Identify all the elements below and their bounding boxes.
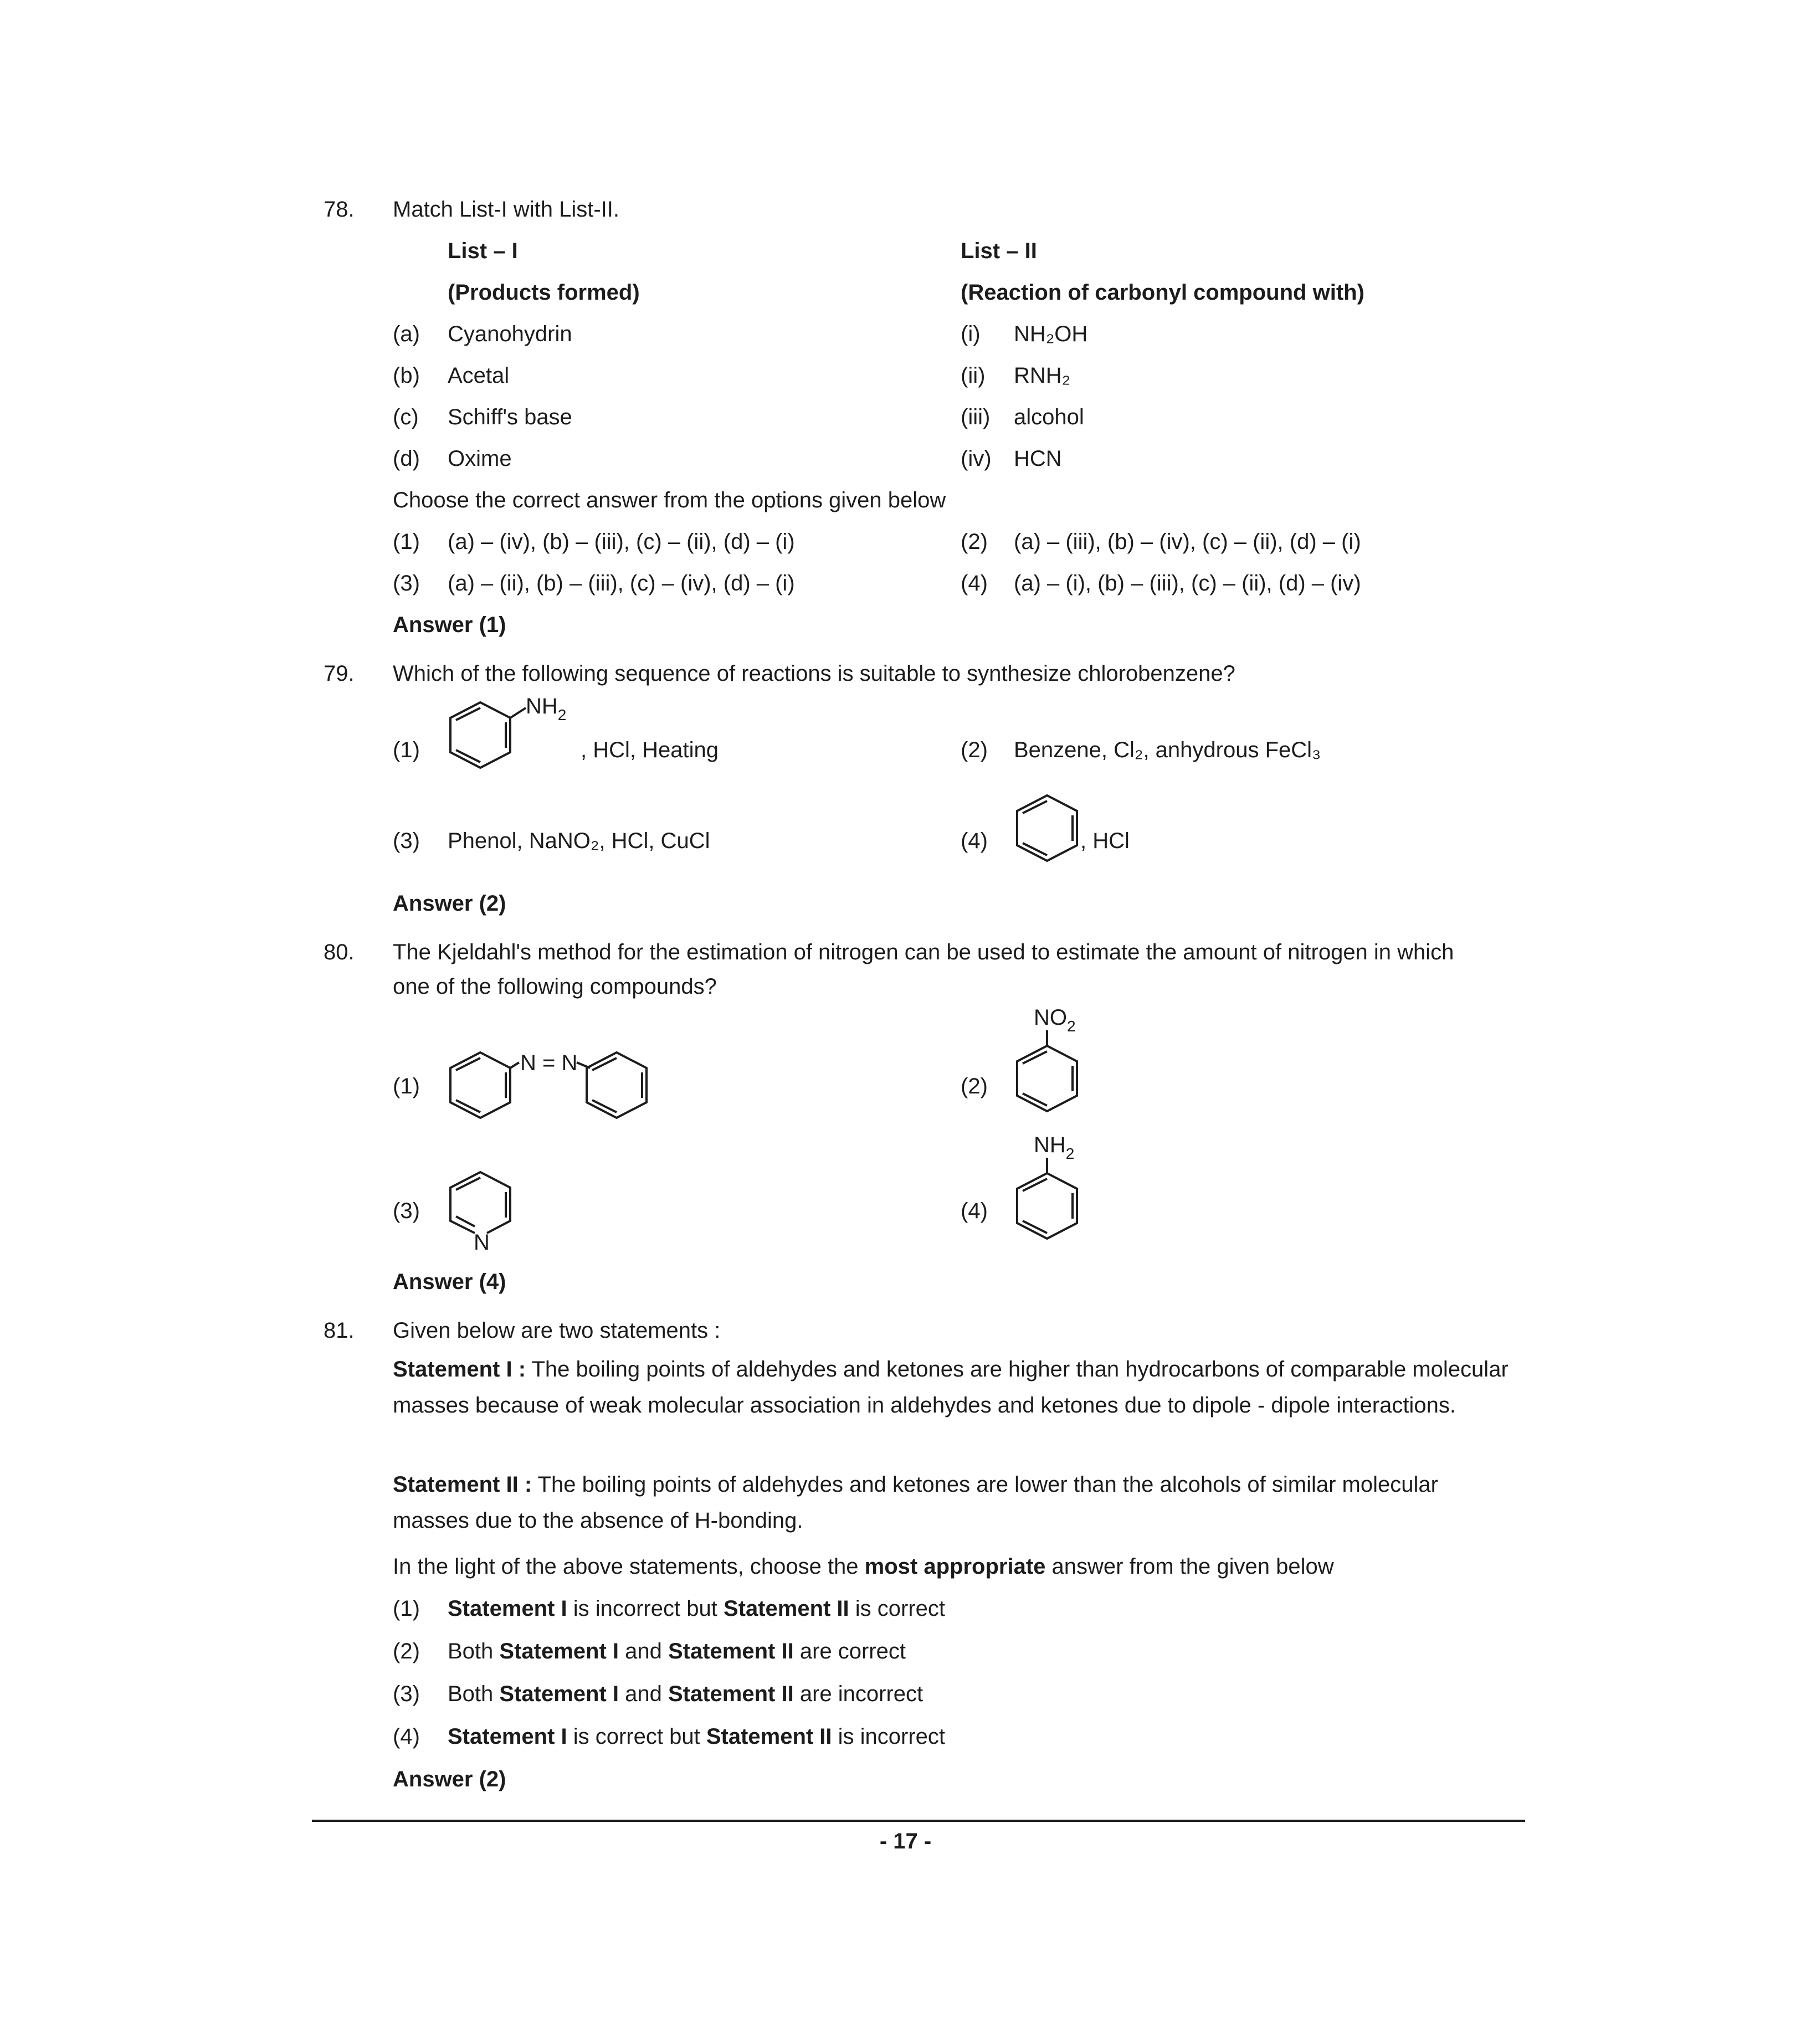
question-number: 78.: [324, 197, 355, 222]
aniline-structure: [440, 691, 596, 785]
svg-text:NH2: $NH_2$: [526, 694, 567, 723]
question-prompt-line1: The Kjeldahl's method for the estimation of nitrogen can be used to estimate the amount of nitrogen in which: [393, 940, 1454, 964]
question-number: 79.: [324, 661, 355, 686]
question-prompt: Given below are two statements :: [393, 1318, 721, 1343]
list2-title: List – II: [961, 239, 1037, 263]
list2-subtitle: (Reaction of carbonyl compound with): [961, 280, 1364, 305]
nitrobenzene-structure: [1008, 1003, 1097, 1124]
question-prompt-line2: one of the following compounds?: [393, 974, 717, 999]
footer-rule: [312, 1820, 1525, 1822]
svg-text:NO2: $NO_2$: [1034, 1005, 1076, 1035]
answer: Answer (2): [393, 891, 506, 916]
svg-text:N = N: N = N: [520, 1051, 578, 1075]
statement-1: Statement I : The boiling points of aldehydes and ketones are higher than hydrocarbons of comparable molecular masses because of weak molecular association in aldehydes and ketones due to dipole - dipole interactions.: [393, 1357, 1509, 1418]
aniline-structure: [1008, 1130, 1097, 1252]
azobenzene-structure: [440, 1041, 695, 1130]
question-number: 80.: [324, 940, 355, 964]
list1-subtitle: (Products formed): [448, 280, 640, 305]
answer: Answer (4): [393, 1270, 506, 1294]
instruction: In the light of the above statements, choose the most appropriate answer from the given below: [393, 1554, 1334, 1579]
answer: Answer (2): [393, 1767, 506, 1791]
list1-title: List – I: [448, 239, 518, 263]
page-number: - 17 -: [879, 1829, 932, 1853]
svg-text:NH2: $NH_2$: [1034, 1133, 1075, 1162]
choose-text: Choose the correct answer from the options given below: [393, 488, 946, 512]
question-number: 81.: [324, 1318, 355, 1343]
question-prompt: Which of the following sequence of reactions is suitable to synthesize chlorobenzene?: [393, 661, 1235, 686]
statement-2: Statement II : The boiling points of aldehydes and ketones are lower than the alcohols of similar molecular masses due to the absence of H-bonding.: [393, 1472, 1438, 1533]
answer: Answer (1): [393, 613, 506, 637]
question-prompt: Match List-I with List-II.: [393, 197, 619, 222]
pyridine-structure: [440, 1163, 524, 1257]
svg-text:N: N: [474, 1230, 490, 1255]
benzene-structure: [1008, 791, 1086, 880]
